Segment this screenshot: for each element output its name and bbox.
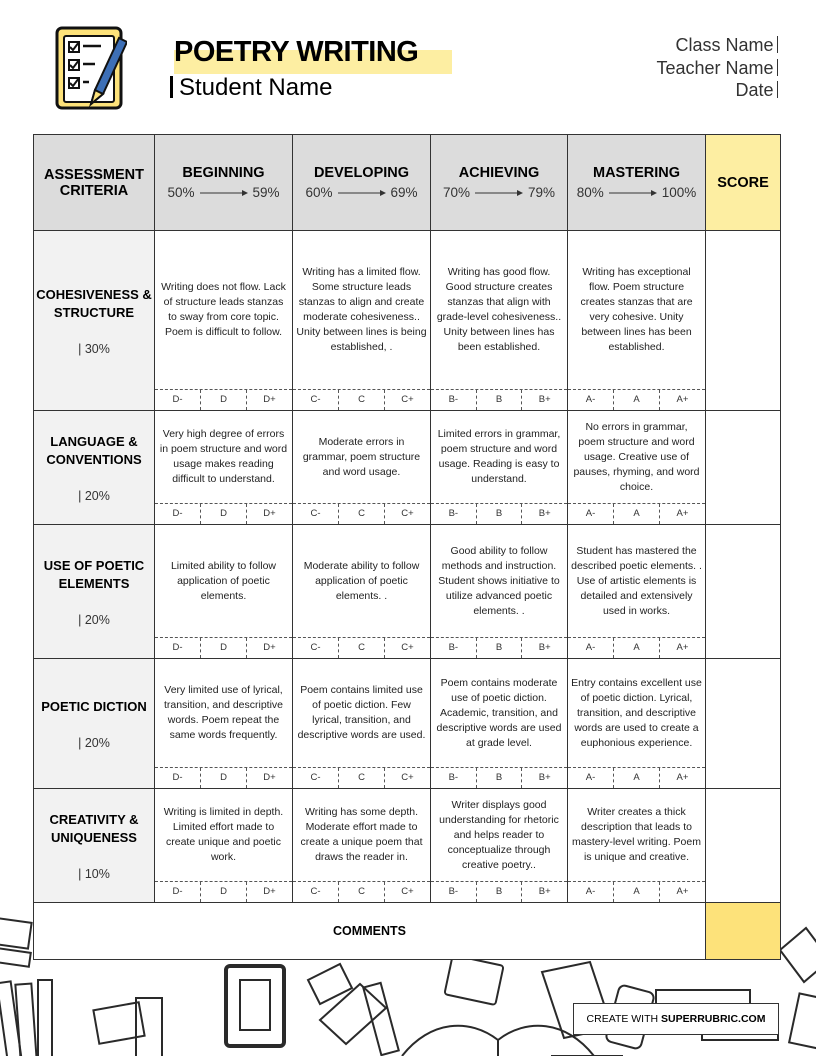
descriptor-text: Poem contains moderate use of poetic diction. Academic, transition, and descriptive words are used at grade level. — [436, 676, 562, 749]
grade-option[interactable]: C — [338, 390, 384, 410]
grade-options — [293, 767, 430, 788]
criterion-weight: | 20% — [78, 735, 110, 750]
criterion-row-creativity — [34, 789, 781, 903]
table-header-row — [34, 135, 781, 231]
grade-option[interactable]: C — [338, 638, 384, 658]
level-name: MASTERING — [593, 165, 680, 181]
descriptor-text: Limited ability to follow application of poetic elements. — [170, 559, 277, 602]
total-score-cell[interactable] — [706, 903, 781, 960]
title-block — [174, 34, 418, 70]
descriptor-text: Entry contains excellent use of poetic diction. Lyrical, transition, and descriptive words are used to create a euphonious experience. — [571, 676, 702, 749]
criterion-cell — [34, 231, 155, 411]
class-name-field[interactable]: Class Name — [656, 34, 778, 57]
grade-option[interactable]: A+ — [659, 768, 705, 788]
grade-option[interactable]: C+ — [384, 638, 430, 658]
grade-options — [568, 881, 705, 902]
score-cell[interactable] — [706, 231, 781, 411]
grade-option[interactable]: A — [613, 638, 659, 658]
grade-options — [293, 637, 430, 658]
descriptor-text: Very high degree of errors in poem structure and word usage makes reading difficult to understand. — [159, 428, 288, 485]
level-header-achieving — [431, 135, 568, 231]
score-cell[interactable] — [706, 411, 781, 525]
descriptor-cell — [568, 525, 706, 659]
level-name: DEVELOPING — [313, 165, 410, 181]
grade-option[interactable]: B- — [448, 886, 459, 897]
grade-option[interactable]: D- — [172, 394, 183, 405]
level-range: 50% 59% — [167, 185, 280, 200]
grade-option[interactable]: D- — [172, 642, 183, 653]
student-name-label: Student Name — [179, 74, 333, 101]
grade-options — [293, 389, 430, 410]
descriptor-cell — [568, 411, 706, 525]
descriptor-cell — [431, 525, 568, 659]
grade-options — [155, 389, 292, 410]
grade-options — [568, 637, 705, 658]
criteria-header: ASSESSMENT CRITERIA — [34, 135, 155, 231]
grade-option[interactable]: B- — [448, 772, 459, 783]
criterion-row-poetic-diction — [34, 659, 781, 789]
grade-option[interactable]: B — [476, 882, 522, 902]
descriptor-cell — [155, 525, 293, 659]
grade-option[interactable]: D- — [172, 886, 183, 897]
grade-option[interactable]: D — [200, 390, 246, 410]
descriptor-text: Writing is limited in depth. Limited effort made to create unique and poetic work. — [163, 806, 284, 863]
text-cursor — [170, 76, 173, 98]
score-cell[interactable] — [706, 789, 781, 903]
descriptor-text: Writing has good flow. Good structure creates stanzas that align with grade-level cohesiveness.. Unity between lines has been established. — [436, 266, 562, 353]
criterion-cell — [34, 789, 155, 903]
descriptor-text: Poem contains limited use of poetic diction. Few lyrical, transition, and descriptive words are used. — [297, 684, 426, 741]
grade-option[interactable]: B — [476, 638, 522, 658]
criterion-row-cohesiveness — [34, 231, 781, 411]
score-cell[interactable] — [706, 659, 781, 789]
rubric-table — [33, 134, 781, 960]
criterion-weight: | 20% — [78, 612, 110, 627]
criterion-row-language — [34, 411, 781, 525]
comments-row — [34, 903, 781, 960]
grade-option[interactable]: B+ — [521, 638, 567, 658]
grade-options — [431, 637, 567, 658]
grade-option[interactable]: A — [613, 882, 659, 902]
credit-prefix: CREATE WITH — [586, 1013, 662, 1025]
arrow-right-icon — [475, 189, 523, 197]
grade-option[interactable]: D- — [172, 772, 183, 783]
criterion-weight: | 10% — [78, 866, 110, 881]
criterion-name: LANGUAGE & CONVENTIONS — [46, 433, 142, 467]
descriptor-text: Student has mastered the described poetic elements. . Use of artistic elements is detailed and extensively used in works. — [571, 544, 702, 617]
grade-option[interactable]: A+ — [659, 882, 705, 902]
grade-options — [431, 503, 567, 524]
criterion-weight: | 20% — [78, 488, 110, 503]
level-name: BEGINNING — [182, 165, 265, 181]
descriptor-text: Writing has a limited flow. Some structure leads stanzas to align and create moderate cohesiveness.. Unity between lines is being established, . — [296, 266, 427, 353]
grade-option[interactable]: D+ — [246, 504, 292, 524]
criterion-name: CREATIVITY & UNIQUENESS — [49, 811, 139, 845]
criterion-cell — [34, 411, 155, 525]
grade-option[interactable]: D — [200, 638, 246, 658]
descriptor-cell — [431, 231, 568, 411]
criterion-cell — [34, 525, 155, 659]
grade-options — [431, 767, 567, 788]
grade-options — [155, 767, 292, 788]
descriptor-cell — [568, 231, 706, 411]
descriptor-cell — [155, 659, 293, 789]
grade-option[interactable]: B+ — [521, 390, 567, 410]
grade-option[interactable]: A+ — [659, 638, 705, 658]
grade-option[interactable]: C- — [310, 508, 321, 519]
grade-option[interactable]: C+ — [384, 390, 430, 410]
level-name: ACHIEVING — [458, 165, 540, 181]
checklist-clipboard-icon — [55, 24, 127, 112]
comments-field[interactable]: COMMENTS — [34, 903, 706, 960]
criterion-row-poetic-elements — [34, 525, 781, 659]
level-range: 60% 69% — [305, 185, 418, 200]
descriptor-cell — [155, 789, 293, 903]
criterion-cell — [34, 659, 155, 789]
descriptor-text: Very limited use of lyrical, transition, and descriptive words. Poem repeat the same words frequently. — [163, 684, 284, 741]
grade-option[interactable]: C — [338, 504, 384, 524]
grade-option[interactable]: D — [200, 882, 246, 902]
grade-options — [293, 503, 430, 524]
level-header-mastering — [568, 135, 706, 231]
grade-option[interactable]: A — [613, 390, 659, 410]
level-header-beginning — [155, 135, 293, 231]
score-header: SCORE — [706, 135, 781, 231]
descriptor-text: Moderate ability to follow application of poetic elements. . — [303, 559, 420, 602]
grade-option[interactable]: C — [338, 882, 384, 902]
grade-option[interactable]: A- — [585, 886, 596, 897]
score-cell[interactable] — [706, 525, 781, 659]
criterion-name: COHESIVENESS & STRUCTURE — [36, 286, 152, 320]
descriptor-text: Writing does not flow. Lack of structure leads stanzas to sway from core topic. Poem is difficult to follow. — [161, 281, 286, 338]
credit-badge[interactable] — [573, 1003, 779, 1035]
class-info — [656, 34, 778, 102]
grade-option[interactable]: D — [200, 504, 246, 524]
grade-option[interactable]: A- — [585, 772, 596, 783]
grade-option[interactable]: C- — [310, 642, 321, 653]
grade-option[interactable]: B- — [448, 394, 459, 405]
descriptor-cell — [155, 231, 293, 411]
grade-options — [568, 767, 705, 788]
descriptor-cell — [431, 411, 568, 525]
descriptor-cell — [431, 659, 568, 789]
grade-options — [155, 881, 292, 902]
descriptor-text: Writing has some depth. Moderate effort made to create a unique poem that draws the reader in. — [300, 806, 423, 863]
grade-option[interactable]: C+ — [384, 504, 430, 524]
grade-options — [155, 637, 292, 658]
grade-options — [431, 389, 567, 410]
level-range: 80% 100% — [576, 185, 697, 200]
descriptor-cell — [293, 525, 431, 659]
grade-options — [293, 881, 430, 902]
descriptor-text: Writer displays good understanding for rhetoric and helps reader to conceptualize through creative poetry.. — [439, 798, 559, 871]
grade-option[interactable]: C- — [310, 394, 321, 405]
grade-option[interactable]: C+ — [384, 768, 430, 788]
page-title: POETRY WRITING — [174, 36, 419, 68]
grade-option[interactable]: B+ — [521, 882, 567, 902]
grade-option[interactable]: A- — [585, 642, 596, 653]
criterion-name: POETIC DICTION — [41, 698, 147, 714]
grade-option[interactable]: A- — [585, 508, 596, 519]
date-field[interactable]: Date — [656, 79, 778, 102]
grade-option[interactable]: D- — [172, 508, 183, 519]
grade-option[interactable]: B — [476, 504, 522, 524]
descriptor-text: Limited errors in grammar, poem structure and word usage. Reading is easy to understand. — [437, 428, 561, 485]
criterion-weight: | 30% — [78, 341, 110, 356]
grade-option[interactable]: C- — [310, 886, 321, 897]
grade-option[interactable]: B — [476, 390, 522, 410]
descriptor-cell — [568, 659, 706, 789]
descriptor-text: Good ability to follow methods and instruction. Student shows initiative to utilize advanced poetic elements. . — [438, 544, 560, 617]
grade-options — [568, 389, 705, 410]
grade-option[interactable]: A — [613, 504, 659, 524]
grade-option[interactable]: D+ — [246, 638, 292, 658]
level-header-developing — [293, 135, 431, 231]
grade-option[interactable]: C — [338, 768, 384, 788]
grade-option[interactable]: D+ — [246, 768, 292, 788]
descriptor-text: No errors in grammar, poem structure and word usage. Creative use of pauses, rhyming, and word choice. — [573, 420, 700, 493]
grade-options — [155, 503, 292, 524]
grade-option[interactable]: C+ — [384, 882, 430, 902]
arrow-right-icon — [609, 189, 657, 197]
descriptor-cell — [155, 411, 293, 525]
grade-option[interactable]: B- — [448, 642, 459, 653]
arrow-right-icon — [200, 189, 248, 197]
descriptor-cell — [293, 411, 431, 525]
descriptor-text: Writing has exceptional flow. Poem structure creates stanzas that are very cohesive. Unity between lines has been established. — [580, 266, 693, 353]
descriptor-cell — [293, 231, 431, 411]
grade-option[interactable]: A- — [585, 394, 596, 405]
descriptor-cell — [568, 789, 706, 903]
grade-option[interactable]: D — [200, 768, 246, 788]
grade-option[interactable]: B+ — [521, 504, 567, 524]
grade-options — [431, 881, 567, 902]
level-range: 70% 79% — [442, 185, 556, 200]
descriptor-cell — [293, 789, 431, 903]
descriptor-text: Writer creates a thick description that leads to mastery-level writing. Poem is unique and creative. — [572, 806, 701, 863]
criterion-name: USE OF POETIC ELEMENTS — [43, 557, 145, 591]
descriptor-cell — [293, 659, 431, 789]
credit-brand: SUPERRUBRIC.COM — [661, 1013, 766, 1025]
descriptor-cell — [431, 789, 568, 903]
grade-option[interactable]: A — [613, 768, 659, 788]
teacher-name-field[interactable]: Teacher Name — [656, 57, 778, 80]
grade-options — [568, 503, 705, 524]
grade-option[interactable]: D+ — [246, 390, 292, 410]
arrow-right-icon — [338, 189, 386, 197]
grade-option[interactable]: A+ — [659, 504, 705, 524]
grade-option[interactable]: B — [476, 768, 522, 788]
student-name-field[interactable] — [170, 74, 332, 102]
descriptor-text: Moderate errors in grammar, poem structure and word usage. — [302, 435, 421, 478]
grade-option[interactable]: A+ — [659, 390, 705, 410]
grade-option[interactable]: B- — [448, 508, 459, 519]
grade-option[interactable]: B+ — [521, 768, 567, 788]
grade-option[interactable]: C- — [310, 772, 321, 783]
grade-option[interactable]: D+ — [246, 882, 292, 902]
